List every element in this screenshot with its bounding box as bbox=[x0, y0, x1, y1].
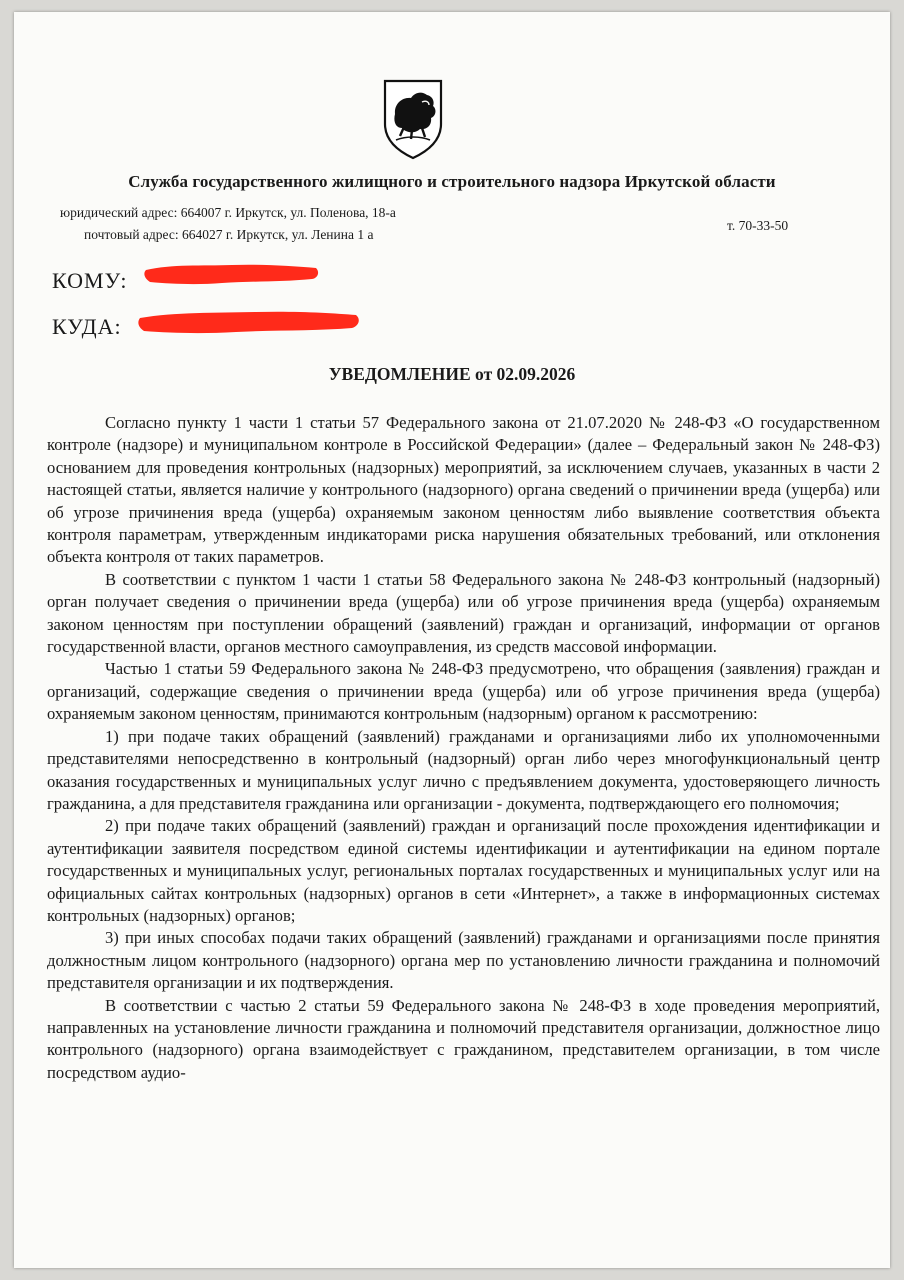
paragraph: Частью 1 статьи 59 Федерального закона № 248-ФЗ предусмотрено, что обращения (заявления) граждан и организаций, содержащие сведения о причинении вреда (ущерба) или об угрозе причинения вреда (ущерба) охраняемым законом ценностям, принимаются контрольным (надзорным) органом к рассмотрению: bbox=[47, 659, 880, 724]
document-page bbox=[14, 12, 890, 1268]
notice-body bbox=[47, 412, 880, 1084]
paragraph: Согласно пункту 1 части 1 статьи 57 Федерального закона от 21.07.2020 № 248-ФЗ «О государственном контроле (надзоре) и муниципальном контроле в Российской Федерации» (далее – Федеральный закон № 248-ФЗ) основанием для проведения контрольных (надзорных) мероприятий, за исключением случаев, указанных в части 2 настоящей статьи, является наличие у контрольного (надзорного) органа сведений о причинении вреда (ущерба) или об угрозе причинения вреда (ущерба) охраняемым законом ценностям либо выявление соответствия объекта контроля параметрам, утвержденным индикаторами риска нарушения обязательных требований, или отклонения объекта контроля от таких параметров. bbox=[47, 413, 880, 567]
list-item: 1) при подаче таких обращений (заявлений) гражданами и организациями либо их уполномоченными представителями непосредственно в контрольный (надзорный) орган либо через многофункциональный центр оказания государственных и муниципальных услуг лично с предъявлением документа, удостоверяющего личность гражданина, а для представителя гражданина или организации - документа, подтверждающего его полномочия; bbox=[47, 726, 880, 813]
paragraph: В соответствии с пунктом 1 части 1 статьи 58 Федерального закона № 248-ФЗ контрольный (надзорный) орган получает сведения о причинении вреда (ущерба) или об угрозе причинения вреда (ущерба) охраняемым законом ценностям при поступлении обращений (заявлений) граждан и организаций, информации от органов государственной власти, органов местного самоуправления, из средств массовой информации. bbox=[47, 569, 880, 657]
postal-address: почтовый адрес: 664027 г. Иркутск, ул. Ленина 1 а bbox=[84, 227, 374, 242]
list-item: 3) при иных способах подачи таких обращений (заявлений) гражданами и организациями после принятия должностным лицом контрольного (надзорного) органа мер по установлению личности гражданина и полномочий представителя организации и их подтверждения. bbox=[47, 928, 880, 993]
phone-number: т. 70-33-50 bbox=[727, 218, 789, 233]
paragraph: В соответствии с частью 2 статьи 59 Федерального закона № 248-ФЗ в ходе проведения мероприятий, направленных на установление личности гражданина и полномочий представителя организации, должностное лицо контрольного (надзорного) органа взаимодействует с гражданином, представителем организации, в том числе посредством аудио- bbox=[47, 995, 880, 1082]
notice-title: УВЕДОМЛЕНИЕ от 02.09.2026 bbox=[328, 364, 576, 384]
irkutsk-coat-of-arms-icon bbox=[382, 78, 444, 160]
list-item: 2) при подаче таких обращений (заявлений) граждан и организаций после прохождения идентификации и аутентификации заявителя посредством единой системы идентификации и аутентификации на едином портале государственных и муниципальных услуг, региональных порталах государственных и муниципальных услуг или на официальных сайтах контрольных (надзорных) органов в сети «Интернет», а также в информационных системах контрольных (надзорных) органов; bbox=[47, 816, 880, 925]
recipient-where-label: КУДА: bbox=[52, 314, 122, 339]
recipient-name-redaction bbox=[142, 260, 322, 288]
recipient-address-redaction bbox=[136, 306, 362, 336]
organization-name: Служба государственного жилищного и строительного надзора Иркутской области bbox=[128, 172, 776, 191]
recipient-to-label: КОМУ: bbox=[52, 268, 128, 293]
legal-address: юридический адрес: 664007 г. Иркутск, ул. Поленова, 18-а bbox=[60, 205, 396, 220]
